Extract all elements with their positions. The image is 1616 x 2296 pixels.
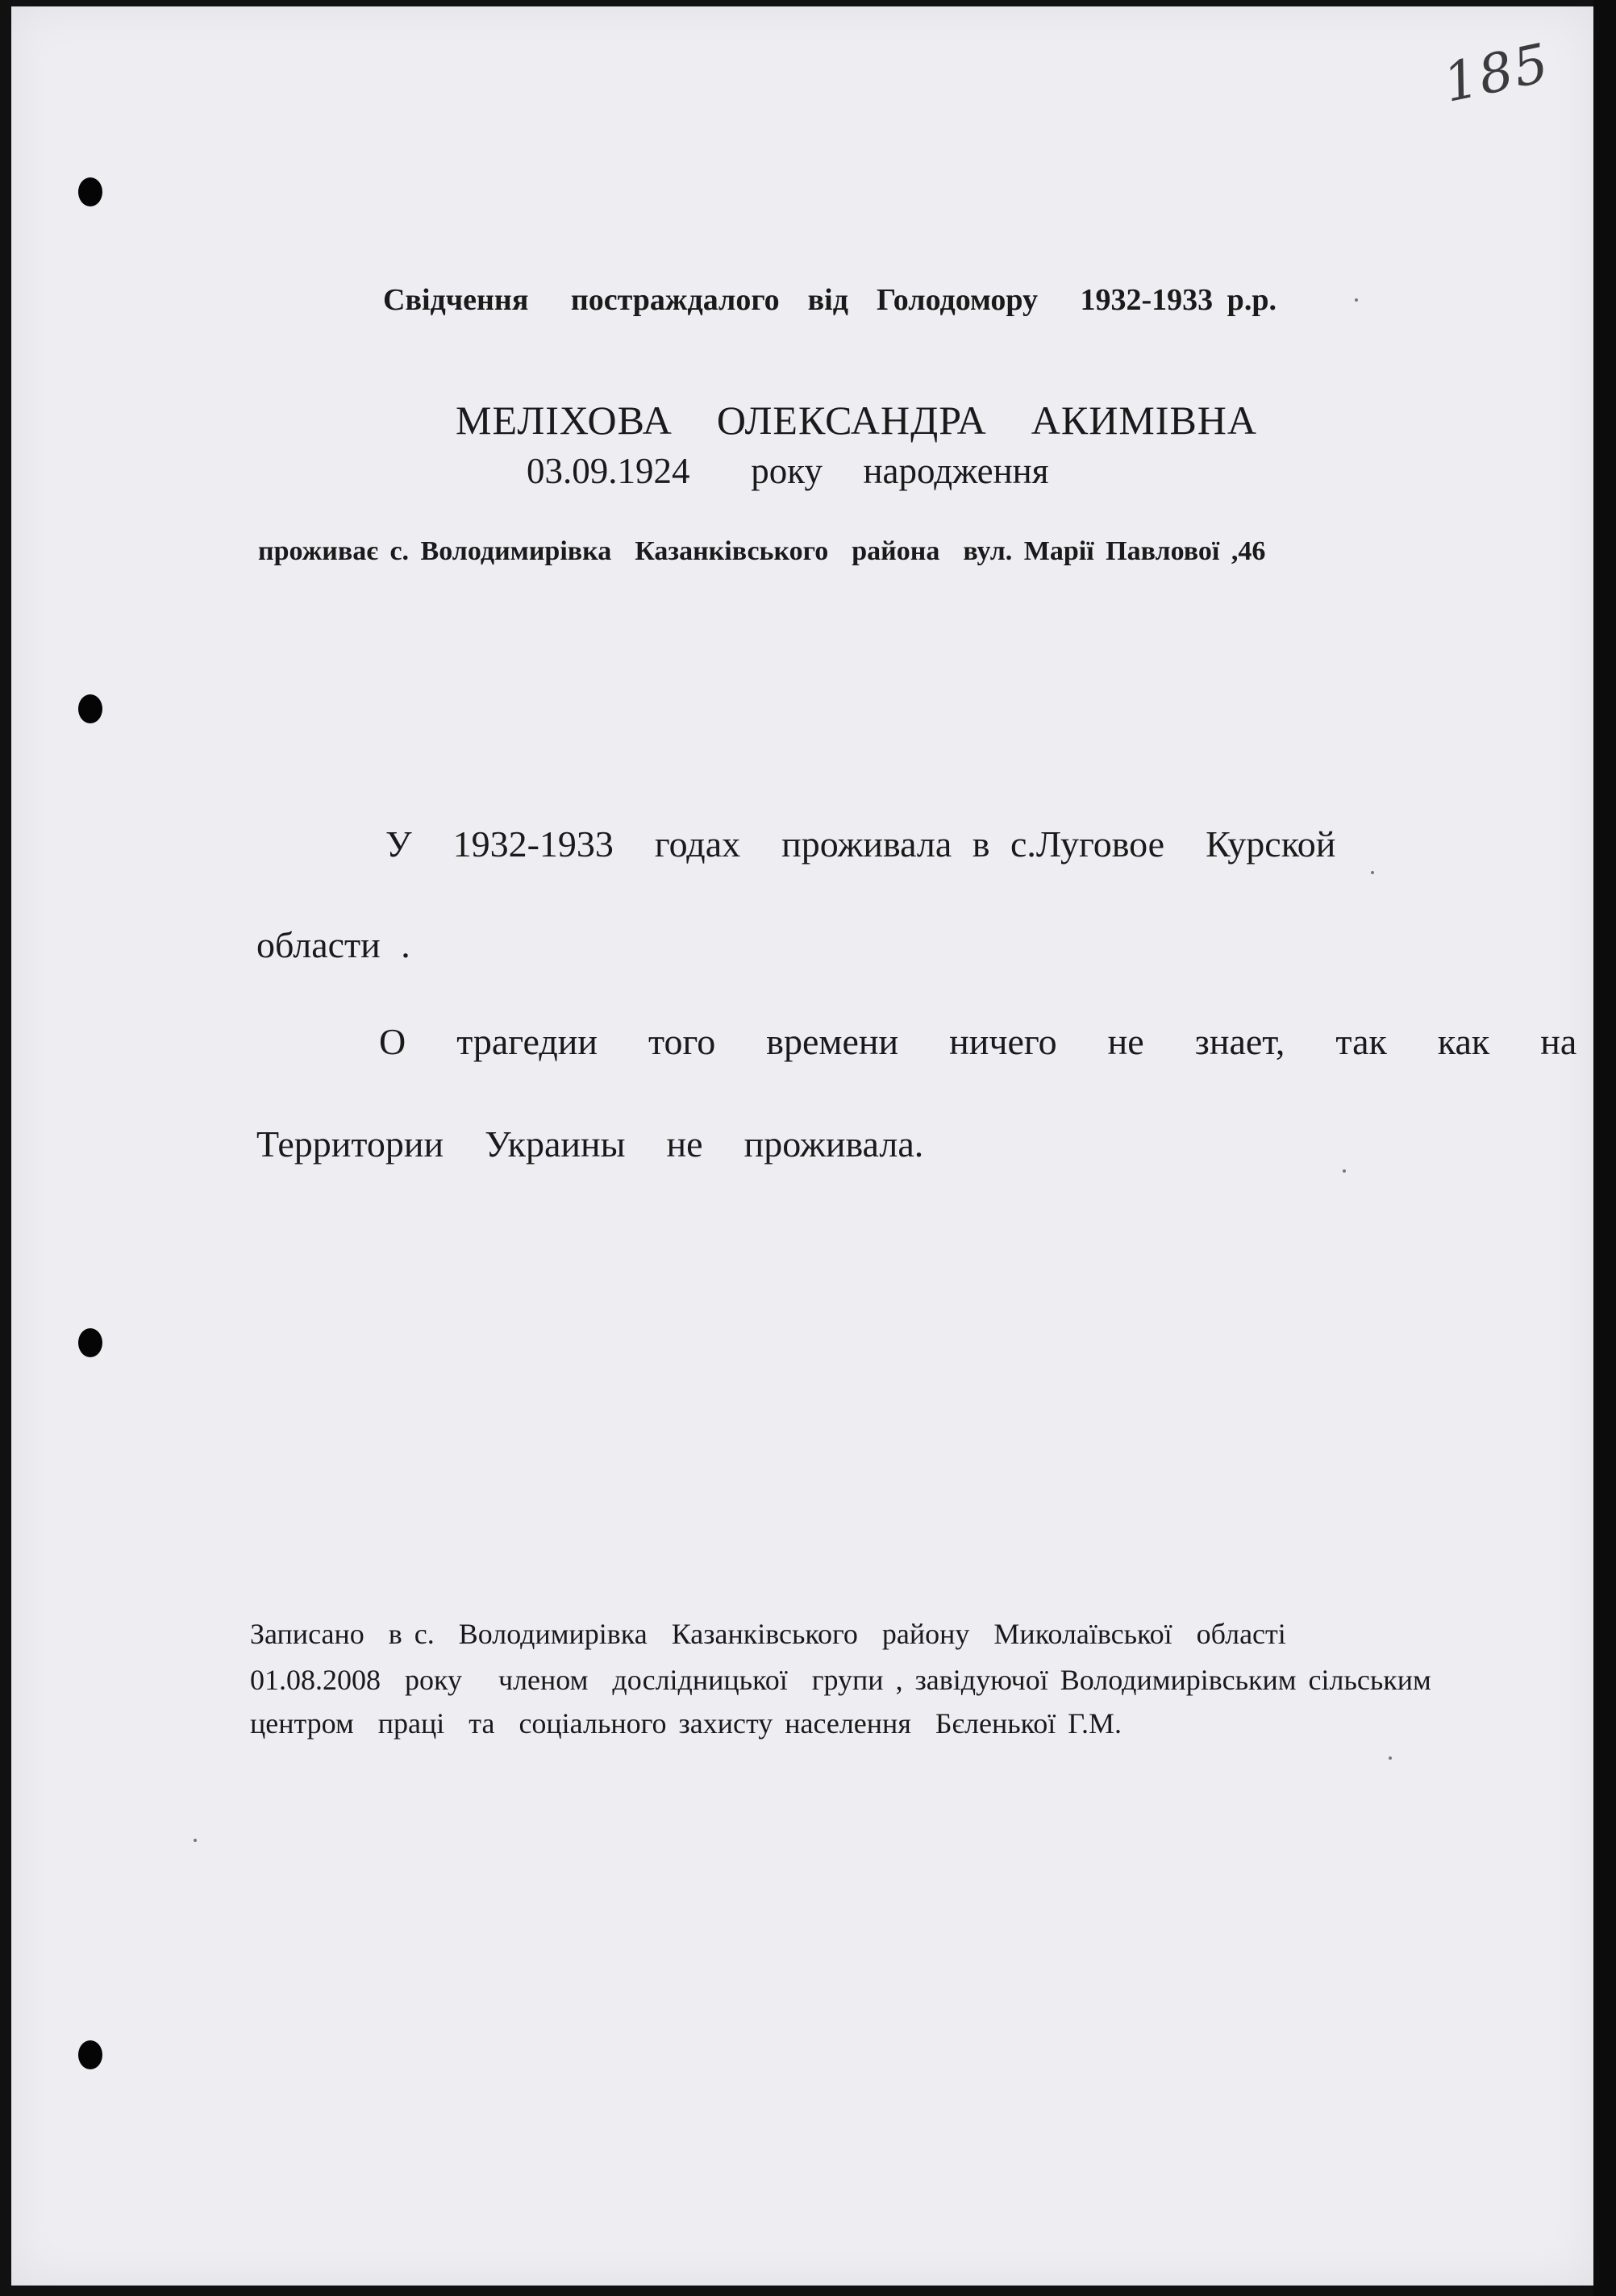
scan-border	[1593, 0, 1616, 2296]
paper-speck	[1343, 1169, 1346, 1173]
birth-date-line: 03.09.1924 року народження	[527, 451, 1049, 491]
handwritten-folio-number: 185	[1438, 31, 1556, 115]
testimony-line: области .	[256, 924, 410, 965]
testimony-line: О трагедии того времени ничего не знает, так как на	[379, 1021, 1577, 1062]
person-name: МЕЛІХОВА ОЛЕКСАНДРА АКИМІВНА	[456, 398, 1258, 443]
paper-speck	[194, 1839, 197, 1842]
document-heading: Свідчення постраждалого від Голодомору 1932-1933 р.р.	[383, 283, 1277, 317]
punch-hole	[78, 177, 102, 206]
punch-hole	[78, 1328, 102, 1357]
paper-speck	[1389, 1756, 1392, 1760]
punch-hole	[78, 2040, 102, 2069]
testimony-line: У 1932-1933 годах проживала в с.Луговое Курской	[385, 823, 1336, 865]
testimony-line: Территории Украины не проживала.	[256, 1123, 924, 1165]
recorded-note-line: Записано в с. Володимирівка Казанківського району Миколаївської області	[250, 1618, 1286, 1650]
punch-hole	[78, 694, 102, 723]
paper-speck	[1355, 298, 1358, 302]
address-line: проживає с. Володимирівка Казанківського района вул. Марії Павлової ,46	[258, 536, 1266, 566]
paper-speck	[1371, 871, 1374, 874]
recorded-note-line: 01.08.2008 року членом дослідницької групи , завідуючої Володимирівським сільським	[250, 1664, 1431, 1696]
recorded-note-line: центром праці та соціального захисту населення Бєленької Г.М.	[250, 1707, 1122, 1740]
